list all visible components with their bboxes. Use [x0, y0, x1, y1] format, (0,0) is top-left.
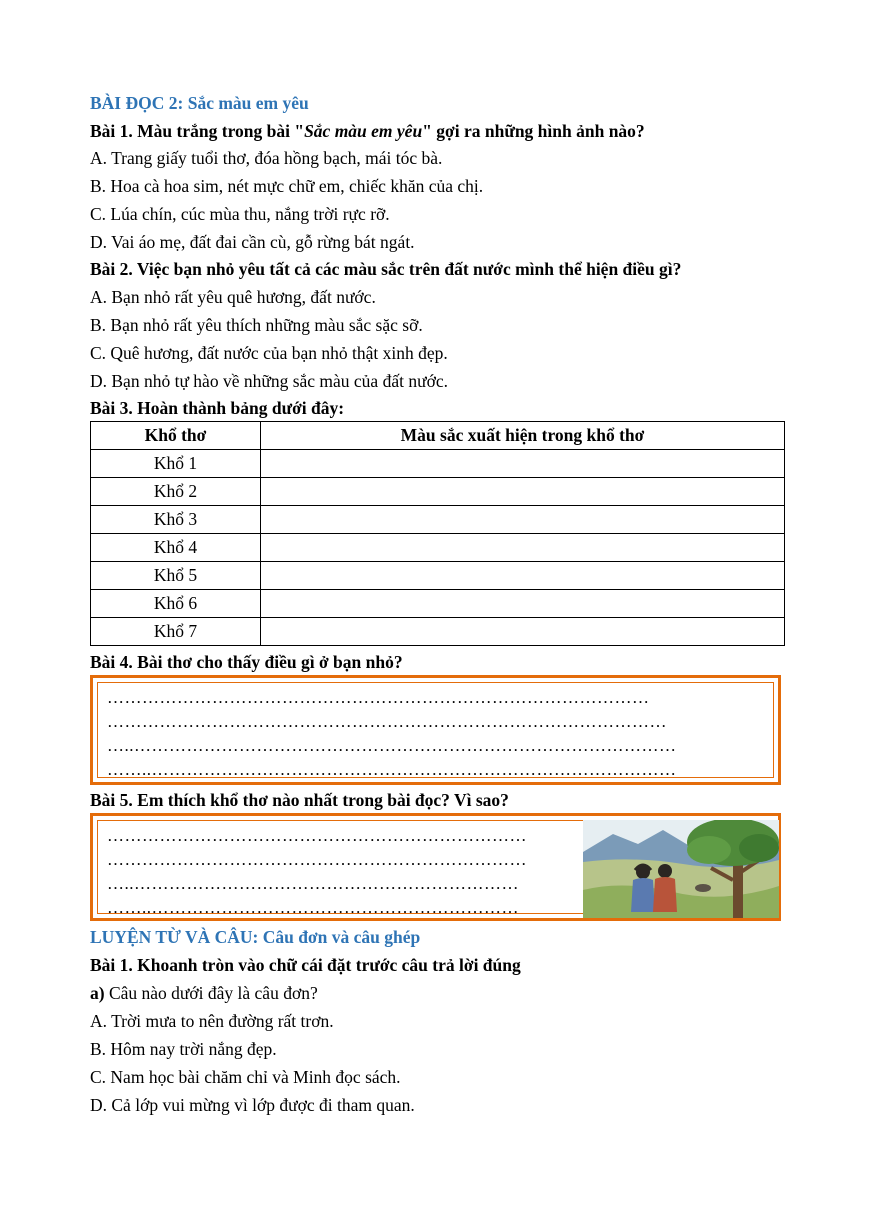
table-cell-stanza: Khổ 1: [91, 450, 261, 478]
table-header-stanza: Khổ thơ: [91, 422, 261, 450]
q1-prefix: Bài 1. Màu trắng trong bài ": [90, 121, 305, 141]
part-a-label: a): [90, 983, 105, 1003]
q4-answer-line-4[interactable]: ……..………………………………………………………………………………: [107, 760, 677, 779]
table-header-row: [91, 422, 785, 450]
grammar-heading: LUYỆN TỪ VÀ CÂU: Câu đơn và câu ghép: [90, 927, 421, 947]
table-cell-stanza: Khổ 5: [91, 562, 261, 590]
table-cell-answer[interactable]: [261, 506, 785, 534]
q1-option-b[interactable]: B. Hoa cà hoa sim, nét mực chữ em, chiếc khăn của chị.: [90, 176, 484, 196]
child-left-body: [631, 878, 655, 912]
q2-question: Bài 2. Việc bạn nhỏ yêu tất cả các màu sắc trên đất nước mình thể hiện điều gì?: [90, 259, 682, 279]
table-cell-stanza: Khổ 7: [91, 618, 261, 646]
grammar-option-d[interactable]: D. Cả lớp vui mừng vì lớp được đi tham quan.: [90, 1095, 415, 1115]
q1-poem-title: Sắc màu em yêu: [304, 121, 423, 141]
q2-option-b[interactable]: B. Bạn nhỏ rất yêu thích những màu sắc sặc sỡ.: [90, 315, 423, 335]
table-row: [91, 506, 785, 534]
q5-answer-line-2[interactable]: ………………………………………………………………: [107, 850, 527, 869]
part-a-text: Câu nào dưới đây là câu đơn?: [104, 983, 318, 1003]
table-row: [91, 478, 785, 506]
grammar-option-b[interactable]: B. Hôm nay trời nắng đẹp.: [90, 1039, 277, 1059]
q3-question: Bài 3. Hoàn thành bảng dưới đây:: [90, 398, 345, 418]
table-cell-stanza: Khổ 4: [91, 534, 261, 562]
q1-option-d[interactable]: D. Vai áo mẹ, đất đai cần cù, gỗ rừng bát ngát.: [90, 232, 415, 252]
table-row: [91, 618, 785, 646]
tree-canopy-left: [687, 836, 731, 864]
child-right-body: [653, 877, 677, 912]
q5-answer-line-4[interactable]: ……..………………………………………………………: [107, 898, 519, 917]
tree-trunk: [733, 860, 743, 918]
grammar-option-a[interactable]: A. Trời mưa to nên đường rất trơn.: [90, 1011, 334, 1031]
table-header-colors: Màu sắc xuất hiện trong khổ thơ: [261, 422, 785, 450]
q5-answer-line-1[interactable]: ………………………………………………………………: [107, 826, 527, 845]
table-row: [91, 562, 785, 590]
reading-heading: BÀI ĐỌC 2: Sắc màu em yêu: [90, 93, 309, 113]
q1-question: [90, 120, 645, 142]
q1-option-a[interactable]: A. Trang giấy tuổi thơ, đóa hồng bạch, mái tóc bà.: [90, 148, 443, 168]
table-cell-stanza: Khổ 3: [91, 506, 261, 534]
child-right-head: [658, 864, 672, 878]
table-cell-answer[interactable]: [261, 450, 785, 478]
grammar-option-c[interactable]: C. Nam học bài chăm chỉ và Minh đọc sách.: [90, 1067, 401, 1087]
children-under-tree-illustration: [583, 820, 779, 918]
stanza-color-table: [90, 421, 785, 646]
table-cell-stanza: Khổ 2: [91, 478, 261, 506]
q5-answer-line-3[interactable]: …..…………………………………………………………: [107, 874, 519, 893]
table-cell-answer[interactable]: [261, 478, 785, 506]
q2-option-c[interactable]: C. Quê hương, đất nước của bạn nhỏ thật xinh đẹp.: [90, 343, 448, 363]
q5-question: Bài 5. Em thích khổ thơ nào nhất trong bài đọc? Vì sao?: [90, 790, 509, 810]
table-cell-answer[interactable]: [261, 534, 785, 562]
q2-option-d[interactable]: D. Bạn nhỏ tự hào về những sắc màu của đất nước.: [90, 371, 448, 391]
table-row: [91, 590, 785, 618]
table-cell-answer[interactable]: [261, 590, 785, 618]
q2-option-a[interactable]: A. Bạn nhỏ rất yêu quê hương, đất nước.: [90, 287, 376, 307]
grammar-q1-question: Bài 1. Khoanh tròn vào chữ cái đặt trước câu trả lời đúng: [90, 955, 521, 975]
buffalo: [695, 884, 711, 892]
q4-answer-line-1[interactable]: …………………………………………………………………………………: [107, 688, 650, 707]
table-row: [91, 450, 785, 478]
table-cell-answer[interactable]: [261, 562, 785, 590]
tree-canopy-right: [739, 834, 779, 862]
q4-answer-line-3[interactable]: …..…………………………………………………………………………………: [107, 736, 677, 755]
table-cell-answer[interactable]: [261, 618, 785, 646]
table-cell-stanza: Khổ 6: [91, 590, 261, 618]
q1-suffix: " gợi ra những hình ảnh nào?: [422, 121, 645, 141]
table-row: [91, 534, 785, 562]
q4-answer-line-2[interactable]: ……………………………………………………………………………………: [107, 712, 667, 731]
grammar-q1-part-a: [90, 982, 318, 1004]
q1-option-c[interactable]: C. Lúa chín, cúc mùa thu, nắng trời rực rỡ.: [90, 204, 390, 224]
q4-question: Bài 4. Bài thơ cho thấy điều gì ở bạn nhỏ?: [90, 652, 403, 672]
q4-answer-box[interactable]: [90, 675, 781, 785]
